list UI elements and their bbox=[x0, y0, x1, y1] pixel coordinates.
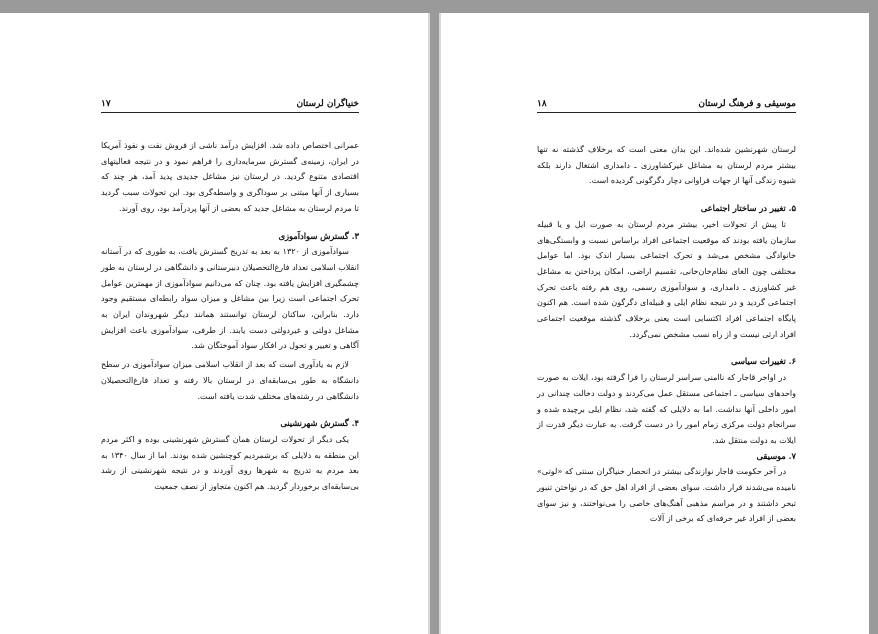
paragraph: در اواخر قاجار که ناامنی سراسر لرستان را فرا گرفته بود، ایلات به صورت واحدهای سیاسی ـ اجتماعی مستقل عمل می‌کردند و دولت دخالت چندانی در امور داخلی آنها نداشت. اما به دلایلی که گفته شد، نظام ایلی برچیده شده و سرانجام دولت مرکزی زمام امور را در دست گرفت. به عبارت دیگر قدرت از ایلات به دولت منتقل شد. bbox=[537, 373, 796, 445]
left-page bbox=[0, 13, 428, 634]
section-heading: ۵. تغییر در ساختار اجتماعی bbox=[700, 203, 796, 214]
paragraph: سوادآموزی از ۱۳۲۰ به بعد به تدریج گسترش یافت، به طوری که در آستانه انقلاب اسلامی تعداد فارغ‌التحصیلان دبیرستانی و دانشگاهی در لرستان به طور چشمگیری افزایش یافته بود. چنان که می‌دانیم سوادآموزی از مهمترین عوامل تحرک اجتماعی است زیرا بین مشاغل و میزان سواد رابطه‌ای مستقیم وجود دارد. بنابراین، ساکنان لرستان توانستند همانند دیگر شهروندان ایران به مشاغل دولتی و غیردولتی دست یابند. از طرفی، سوادآموزی باعث افزایش آگاهی و تغییر و تحول در افکار سواد آموختگان شد. bbox=[101, 247, 359, 351]
paragraph: لازم به یادآوری است که بعد از انقلاب اسلامی میزان سوادآموزی در سطح دانشگاه به طور بی‌سابقه‌ای در لرستان بالا رفته و تعداد فارغ‌التحصیلان دانشگاهی در رشته‌های مختلف شدت یافته است. bbox=[101, 360, 359, 401]
page-header bbox=[537, 97, 796, 113]
section-heading: ۷. موسیقی bbox=[756, 450, 796, 461]
section-heading: ۳. گسترش سوادآموزی bbox=[278, 230, 359, 241]
paragraph: لرستان شهرنشین شده‌اند. این بدان معنی است که برخلاف گذشته نه تنها بیشتر مردم لرستان به مشاغل غیرکشاورزی ـ دامداری اشتغال دارند بلکه شیوه زندگی آنها از جهات فراوانی دچار دگرگونی گردیده است. bbox=[537, 145, 796, 186]
right-page bbox=[441, 13, 869, 634]
paragraph: یکی دیگر از تحولات لرستان همان گسترش شهرنشینی بوده و اکثر مردم این منطقه به دلایلی که برشمردیم کوچنشین شده بودند. اما از سال ۱۳۴۰ به بعد مردم به تدریج به شهرها روی آوردند و در نتیجه شهرنشینی از رشد بی‌سابقه‌ای برخوردار گردید. هم اکنون متجاوز از نصف جمعیت bbox=[101, 434, 360, 492]
header-title: موسیقی و فرهنگ لرستان bbox=[698, 99, 796, 109]
section-heading: ۶. تغییرات سیاسی bbox=[731, 356, 796, 367]
page-edge bbox=[428, 13, 430, 634]
page-body bbox=[537, 142, 796, 527]
paragraph: تا پیش از تحولات اخیر، بیشتر مردم لرستان به صورت ایل و یا قبیله سازمان یافته بودند که موقعیت اجتماعی افراد براساس نسبت و وابستگی‌های خانوادگی مشخص می‌شد و تحرک اجتماعی بسیار اندک بود. اما عوامل مختلفی چون الغای نظام‌خان‌خانی، تقسیم اراضی، امکان پرداختن به مشاغل غیر کشاورزی ـ دامداری، و سوادآموزی رسمی، روی هم رفته باعث تحرک اجتماعی گردید و در نتیجه نظام ایلی و قبیله‌ای دگرگون شده است. هم اکنون پایگاه اجتماعی افراد اکتسابی است یعنی برخلاف گذشته موقعیت اجتماعی افراد ارثی نیست و از راه نسب مشخص نمی‌گردد. bbox=[537, 219, 796, 339]
page-number: ۱۷ bbox=[101, 99, 111, 109]
paragraph: عمرانی اختصاص داده شد. افزایش درآمد ناشی از فروش نفت و نفوذ آمریکا در ایران، زمینه‌ی گسترش سرمایه‌داری را فراهم نمود و در نتیجه فعالیتهای اقتصادی متنوع گردید. در لرستان نیز مشاغل جدیدی پدید آمد، هر چند که بسیاری از آنها مبتنی بر سوداگری و واسطه‌گری بود. این تحولات سبب گردید تا مردم لرستان به مشاغل جدید که بعضی از آنها پردرآمد بود، روی آورند. bbox=[101, 141, 359, 213]
page-header bbox=[101, 97, 359, 113]
header-title: خنیاگران لرستان bbox=[296, 99, 359, 109]
paragraph: در آخر حکومت قاجار نوازندگی بیشتر در انحصار خنیاگران سنتی که «لوتی» نامیده می‌شدند قرار داشت. سوای بعضی از افراد اهل حق که در نواختن تنبور تبحر داشتند و در مراسم مذهبی آهنگ‌های خاصی را می‌نواختند، و نیز سوای بعضی از افراد غیر حرفه‌ای که برخی از آلات bbox=[537, 467, 796, 524]
page-body bbox=[101, 138, 359, 495]
section-heading: ۴. گسترش شهرنشینی bbox=[280, 418, 359, 429]
page-number: ۱۸ bbox=[537, 99, 547, 109]
